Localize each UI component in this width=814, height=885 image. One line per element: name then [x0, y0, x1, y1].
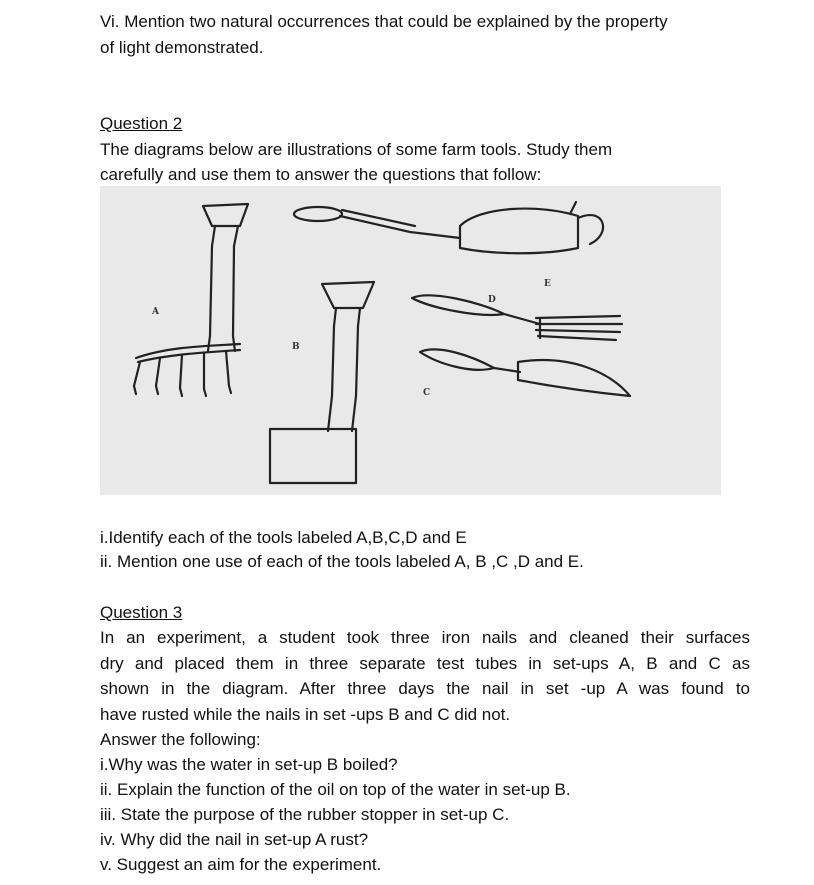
garden-fork-illustration — [134, 204, 248, 396]
tool-label-b: B — [292, 342, 300, 352]
question-3-paragraph-line-4: have rusted while the nails in set -ups B and C did not. — [100, 705, 511, 724]
question-2-intro-line-1: The diagrams below are illustrations of some farm tools. Study them — [100, 140, 613, 159]
farm-tools-figure — [100, 186, 721, 495]
question-2-intro-line-2: carefully and use them to answer the questions that follow: — [100, 165, 542, 184]
question-3-heading: Question 3 — [100, 603, 183, 622]
question-2-heading: Question 2 — [100, 114, 183, 133]
question-3-item-5: v. Suggest an aim for the experiment. — [100, 855, 382, 874]
question-3-item-3: iii. State the purpose of the rubber stopper in set-up C. — [100, 805, 510, 824]
q1-line-2: of light demonstrated. — [100, 38, 264, 57]
question-3-paragraph-line-2: dry and placed them in three separate test tubes in set-ups A, B and C as — [100, 654, 750, 673]
tool-label-e: E — [544, 279, 551, 289]
tool-label-a: A — [152, 307, 159, 317]
question-3-paragraph-line-1: In an experiment, a student took three iron nails and cleaned their surfaces — [100, 628, 750, 647]
watering-can-illustration — [294, 202, 603, 253]
question-2-item-2: ii. Mention one use of each of the tools labeled A, B ,C ,D and E. — [100, 552, 584, 571]
spade-illustration — [270, 282, 374, 483]
question-3-item-4: iv. Why did the nail in set-up A rust? — [100, 830, 369, 849]
answer-the-following-label: Answer the following: — [100, 730, 261, 749]
hand-fork-illustration — [412, 295, 622, 340]
tool-label-c: C — [423, 388, 431, 398]
q1-line-1: Vi. Mention two natural occurrences that could be explained by the property — [100, 12, 668, 31]
question-2-item-1: i.Identify each of the tools labeled A,B,C,D and E — [100, 528, 467, 547]
question-3-item-2: ii. Explain the function of the oil on top of the water in set-up B. — [100, 780, 571, 799]
question-3-item-1: i.Why was the water in set-up B boiled? — [100, 755, 398, 774]
question-3-paragraph-line-3: shown in the diagram. After three days the nail in set -up A was found to — [100, 679, 750, 698]
hand-trowel-illustration — [420, 349, 630, 396]
tool-label-d: D — [488, 295, 496, 305]
